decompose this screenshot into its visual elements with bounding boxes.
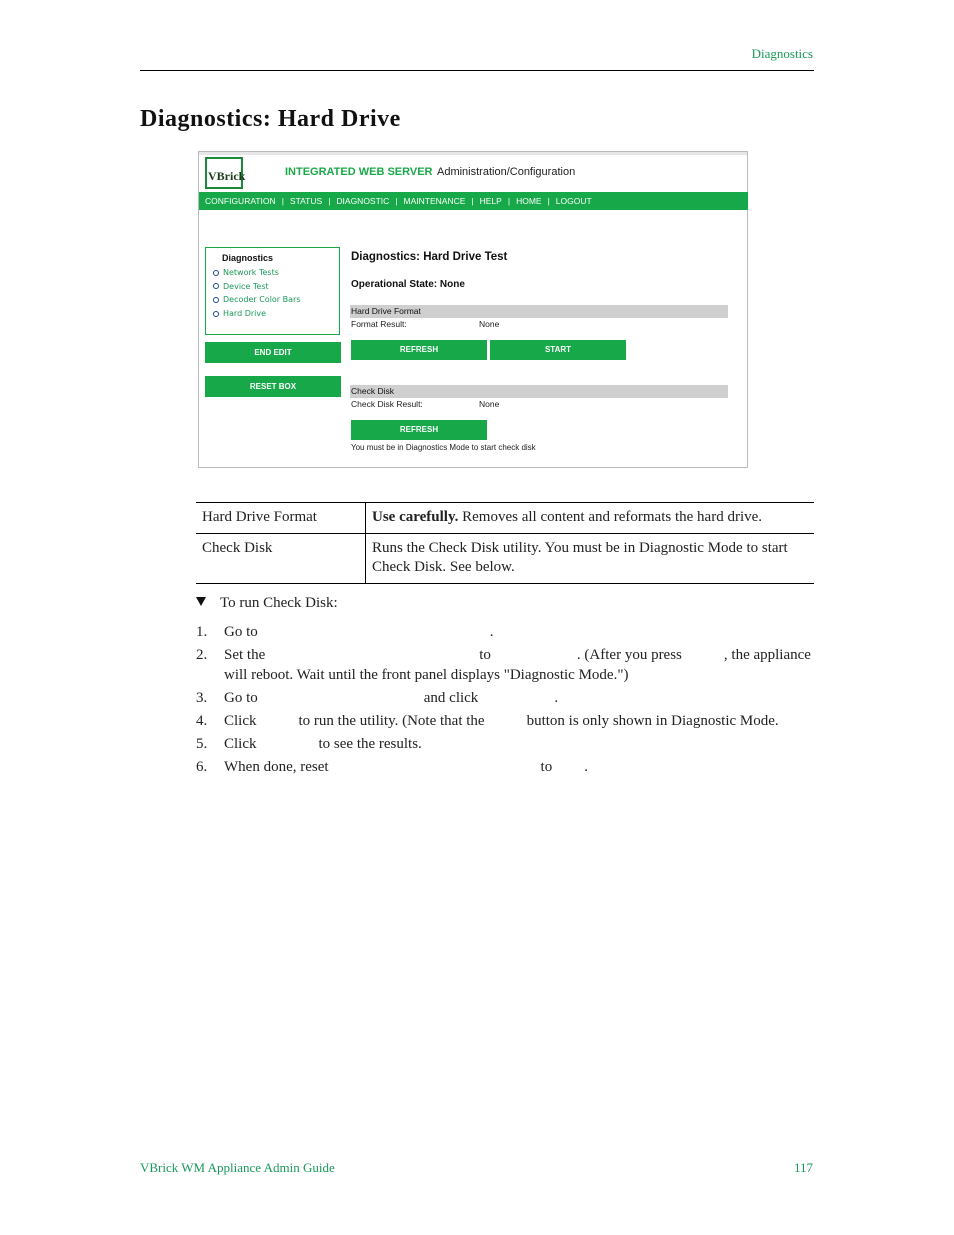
sidebar-item-network-tests[interactable] <box>213 266 300 280</box>
circle-bullet-icon <box>213 297 219 303</box>
table-desc-bold: Use carefully. <box>372 509 459 525</box>
nav-item-logout[interactable]: LOGOUT <box>555 196 592 206</box>
nav-bar <box>199 192 748 210</box>
nav-item-home[interactable]: HOME <box>516 196 542 206</box>
nav-separator: | <box>547 196 550 206</box>
nav-separator: | <box>507 196 511 206</box>
sidebar-item-label: Hard Drive <box>223 309 267 319</box>
procedure-heading-text: To run Check Disk: <box>220 595 338 611</box>
step-text: Click <box>224 736 257 752</box>
end-edit-button[interactable]: END EDIT <box>205 342 341 363</box>
circle-bullet-icon <box>213 283 219 289</box>
step-text: and click <box>423 690 479 706</box>
admin-subtitle: Administration/Configuration <box>437 166 576 178</box>
page-title: Diagnostics: Hard Drive <box>140 106 401 132</box>
sidebar-item-label: Device Test <box>223 281 269 291</box>
step-text: Click <box>224 713 257 729</box>
step-text: . <box>584 759 588 775</box>
step-text: When done, reset <box>224 759 329 775</box>
format-section-bar: Hard Drive Format <box>350 305 728 318</box>
sidebar-list <box>213 266 300 321</box>
step-number: 3. <box>196 690 208 706</box>
step-text: . <box>489 624 494 640</box>
step-text: to see the results. <box>318 736 422 752</box>
table-term: Check Disk <box>196 534 366 584</box>
footer-guide-title: VBrick WM Appliance Admin Guide <box>140 1160 335 1175</box>
check-result-value: None <box>479 399 500 409</box>
circle-bullet-icon <box>213 270 219 276</box>
web-ui-screenshot <box>198 151 748 468</box>
procedure-heading <box>196 595 338 612</box>
sidebar-item-hard-drive[interactable] <box>213 307 300 321</box>
circle-bullet-icon <box>213 311 219 317</box>
step-text: button is only shown in Diagnostic Mode. <box>526 713 779 729</box>
format-start-button[interactable]: START <box>490 340 626 360</box>
format-refresh-button[interactable]: REFRESH <box>351 340 487 360</box>
logo-text: VBrick <box>208 169 246 183</box>
diagnostics-sidebar <box>205 247 340 335</box>
list-item <box>196 757 814 777</box>
check-disk-section-bar: Check Disk <box>350 385 728 398</box>
nav-separator: | <box>281 196 284 206</box>
table-desc <box>366 534 815 584</box>
running-header: Diagnostics <box>751 46 813 61</box>
main-title: Diagnostics: Hard Drive Test <box>351 251 508 263</box>
options-table <box>196 502 814 584</box>
sidebar-item-device-test[interactable] <box>213 280 300 294</box>
reset-box-button[interactable]: RESET BOX <box>205 376 341 397</box>
step-text: to run the utility. (Note that the <box>298 713 485 729</box>
step-text: Go to <box>224 624 258 640</box>
sidebar-item-label: Decoder Color Bars <box>223 295 301 305</box>
format-result-label: Format Result: <box>351 319 407 329</box>
step-text: Go to <box>224 690 258 706</box>
step-text: to <box>540 759 553 775</box>
table-desc <box>366 503 815 534</box>
nav-item-help[interactable]: HELP <box>479 196 502 206</box>
step-number: 5. <box>196 736 208 752</box>
check-result-label: Check Disk Result: <box>351 399 423 409</box>
operational-state: Operational State: None <box>351 279 465 290</box>
step-number: 2. <box>196 647 208 663</box>
step-text: . <box>554 690 559 706</box>
sidebar-item-label: Network Tests <box>223 268 279 277</box>
step-text: , the appliance will reboot. Wait until the front panel displays "Diagnostic Mode.") <box>224 647 811 683</box>
step-text: . (After you press <box>576 647 682 663</box>
list-item <box>196 645 814 685</box>
list-item <box>196 734 814 754</box>
table-desc-text: Runs the Check Disk utility. You must be in Diagnostic Mode to start Check Disk. See below. <box>372 540 788 575</box>
nav-item-status[interactable]: STATUS <box>289 196 323 206</box>
screenshot-top-bar <box>199 152 747 155</box>
table-desc-text: Removes all content and reformats the hard drive. <box>458 509 763 525</box>
table-row <box>196 534 814 584</box>
nav-item-maintenance[interactable]: MAINTENANCE <box>403 196 466 206</box>
list-item <box>196 711 814 731</box>
sidebar-title: Diagnostics <box>222 253 274 263</box>
diagnostics-mode-note: You must be in Diagnostics Mode to start check disk <box>351 443 536 452</box>
nav-items <box>205 196 592 206</box>
table-row <box>196 503 814 534</box>
check-refresh-button[interactable]: REFRESH <box>351 420 487 440</box>
product-title: INTEGRATED WEB SERVER <box>285 166 433 178</box>
format-result-value: None <box>479 319 500 329</box>
list-item <box>196 688 814 708</box>
step-text: to <box>479 647 491 663</box>
header-rule <box>140 70 814 71</box>
vbrick-logo <box>205 157 246 189</box>
nav-separator: | <box>471 196 474 206</box>
nav-item-diagnostic[interactable]: DIAGNOSTIC <box>336 196 390 206</box>
step-number: 1. <box>196 624 208 640</box>
sidebar-item-decoder-color-bars[interactable] <box>213 293 300 307</box>
page-number: 117 <box>793 1160 813 1175</box>
step-text: Set the <box>224 647 266 663</box>
step-number: 4. <box>196 713 208 729</box>
list-item <box>196 622 814 642</box>
triangle-bullet-icon <box>196 597 206 606</box>
procedure-steps <box>196 622 814 780</box>
nav-separator: | <box>395 196 398 206</box>
nav-separator: | <box>328 196 331 206</box>
table-term: Hard Drive Format <box>196 503 366 534</box>
nav-item-configuration[interactable]: CONFIGURATION <box>205 196 276 206</box>
step-number: 6. <box>196 759 208 775</box>
